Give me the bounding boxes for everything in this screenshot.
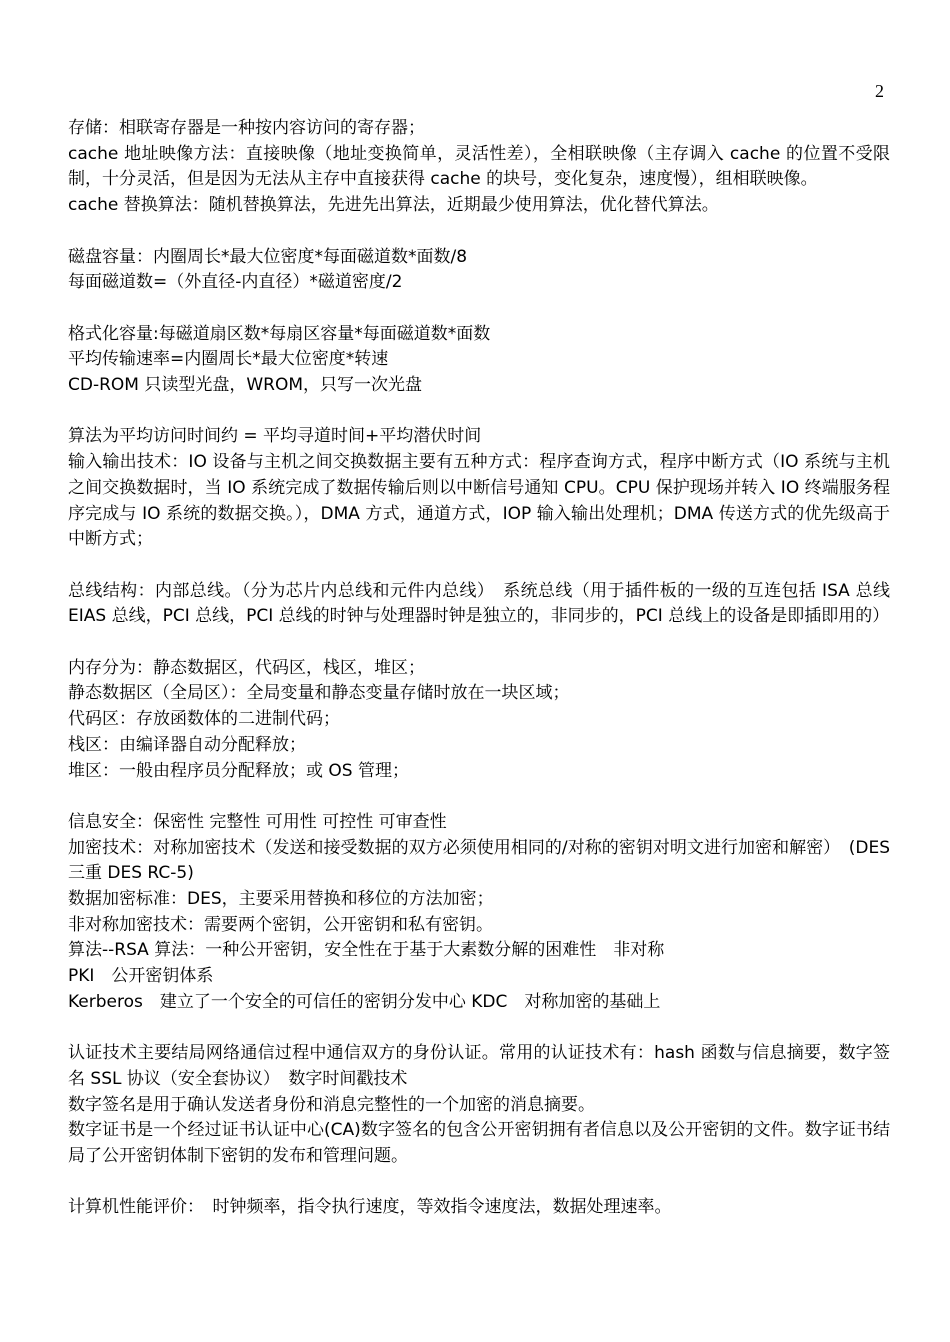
text-line: 每面磁道数=（外直径-内直径）*磁道密度/2 <box>68 272 403 293</box>
paragraph-block <box>68 322 890 399</box>
text-line: 输入输出技术：IO 设备与主机之间交换数据主要有五种方式：程序查询方式，程序中断方式（IO 系统与主机之间交换数据时，当 IO 系统完成了数据传输后则以中断信号通知 CPU。CPU 保护现场并转入 IO 终端服务程序完成与 IO 系统的数据交换。），DMA 方式，通道方式，IOP 输入输出处理机；DMA 传送方式的优先级高于中断方式； <box>68 452 890 550</box>
text-line: 计算机性能评价： 时钟频率，指令执行速度，等效指令速度法，数据处理速率。 <box>68 1197 672 1218</box>
document-body <box>68 116 907 1221</box>
paragraph-gap <box>68 1170 890 1196</box>
text-line: 算法为平均访问时间约 = 平均寻道时间+平均潜伏时间 <box>68 426 482 447</box>
paragraph-gap <box>68 553 890 579</box>
text-line: CD-ROM 只读型光盘，WROM，只写一次光盘 <box>68 375 423 395</box>
text-line: cache 替换算法：随机替换算法，先进先出算法，近期最少使用算法，优化替代算法。 <box>68 195 719 216</box>
paragraph-gap <box>68 296 890 322</box>
text-line: 算法--RSA 算法：一种公开密钥，安全性在于基于大素数分解的困难性 非对称 <box>68 940 665 961</box>
text-line: PKI 公开密钥体系 <box>68 966 214 987</box>
page-number: 2 <box>875 81 884 101</box>
text-line: 平均传输速率=内圈周长*最大位密度*转速 <box>68 349 389 370</box>
paragraph-block <box>68 116 890 219</box>
paragraph-gap <box>68 399 890 425</box>
text-line: 格式化容量:每磁道扇区数*每扇区容量*每面磁道数*面数 <box>68 323 491 344</box>
paragraph-gap <box>68 219 890 245</box>
paragraph-gap <box>68 630 890 656</box>
paragraph-block <box>68 1041 890 1170</box>
text-line: 数字证书是一个经过证书认证中心(CA)数字签名的包含公开密钥拥有者信息以及公开密钥的文件。数字证书结局了公开密钥体制下密钥的发布和管理问题。 <box>68 1120 890 1167</box>
text-line: 堆区：一般由程序员分配释放；或 OS 管理； <box>68 760 409 781</box>
text-line: 代码区：存放函数体的二进制代码； <box>68 709 340 730</box>
text-line: 磁盘容量：内圈周长*最大位密度*每面磁道数*面数/8 <box>68 246 468 267</box>
text-line: 数字签名是用于确认发送者身份和消息完整性的一个加密的消息摘要。 <box>68 1094 595 1115</box>
text-line: 内存分为：静态数据区，代码区，栈区，堆区； <box>68 657 425 678</box>
paragraph-block <box>68 579 907 630</box>
paragraph-block <box>68 245 890 296</box>
text-line: 总线结构：内部总线。（分为芯片内总线和元件内总线） 系统总线（用于插件板的一级的互连包括 ISA 总线 EIAS 总线，PCI 总线，PCI 总线的时钟与处理器时钟是独立的，非同步的，PCI 总线上的设备是即插即用的） <box>68 580 907 627</box>
text-line: 非对称加密技术：需要两个密钥，公开密钥和私有密钥。 <box>68 914 493 935</box>
text-line: 栈区：由编译器自动分配释放； <box>68 734 306 755</box>
paragraph-block <box>68 656 890 785</box>
paragraph-block <box>68 424 890 553</box>
text-line: 信息安全：保密性 完整性 可用性 可控性 可审查性 <box>68 811 447 832</box>
text-line: 数据加密标准：DES，主要采用替换和移位的方法加密； <box>68 889 494 909</box>
paragraph-block <box>68 810 890 1016</box>
paragraph-gap <box>68 1016 890 1042</box>
paragraph-gap <box>68 784 890 810</box>
text-line: 加密技术：对称加密技术（发送和接受数据的双方必须使用相同的/对称的密钥对明文进行加密和解密） (DES 三重 DES RC-5) <box>68 837 890 884</box>
text-line: cache 地址映像方法：直接映像（地址变换简单，灵活性差），全相联映像（主存调入 cache 的位置不受限制，十分灵活，但是因为无法从主存中直接获得 cache 的块号，变化复杂，速度慢），组相联映像。 <box>68 143 890 190</box>
text-line: 静态数据区（全局区）：全局变量和静态变量存储时放在一块区域； <box>68 683 570 704</box>
paragraph-block <box>68 1195 890 1221</box>
text-line: 存储：相联寄存器是一种按内容访问的寄存器； <box>68 118 425 138</box>
text-line: Kerberos 建立了一个安全的可信任的密钥分发中心 KDC 对称加密的基础上 <box>68 991 661 1012</box>
text-line: 认证技术主要结局网络通信过程中通信双方的身份认证。常用的认证技术有：hash 函数与信息摘要，数字签名 SSL 协议（安全套协议） 数字时间戳技术 <box>68 1043 890 1089</box>
